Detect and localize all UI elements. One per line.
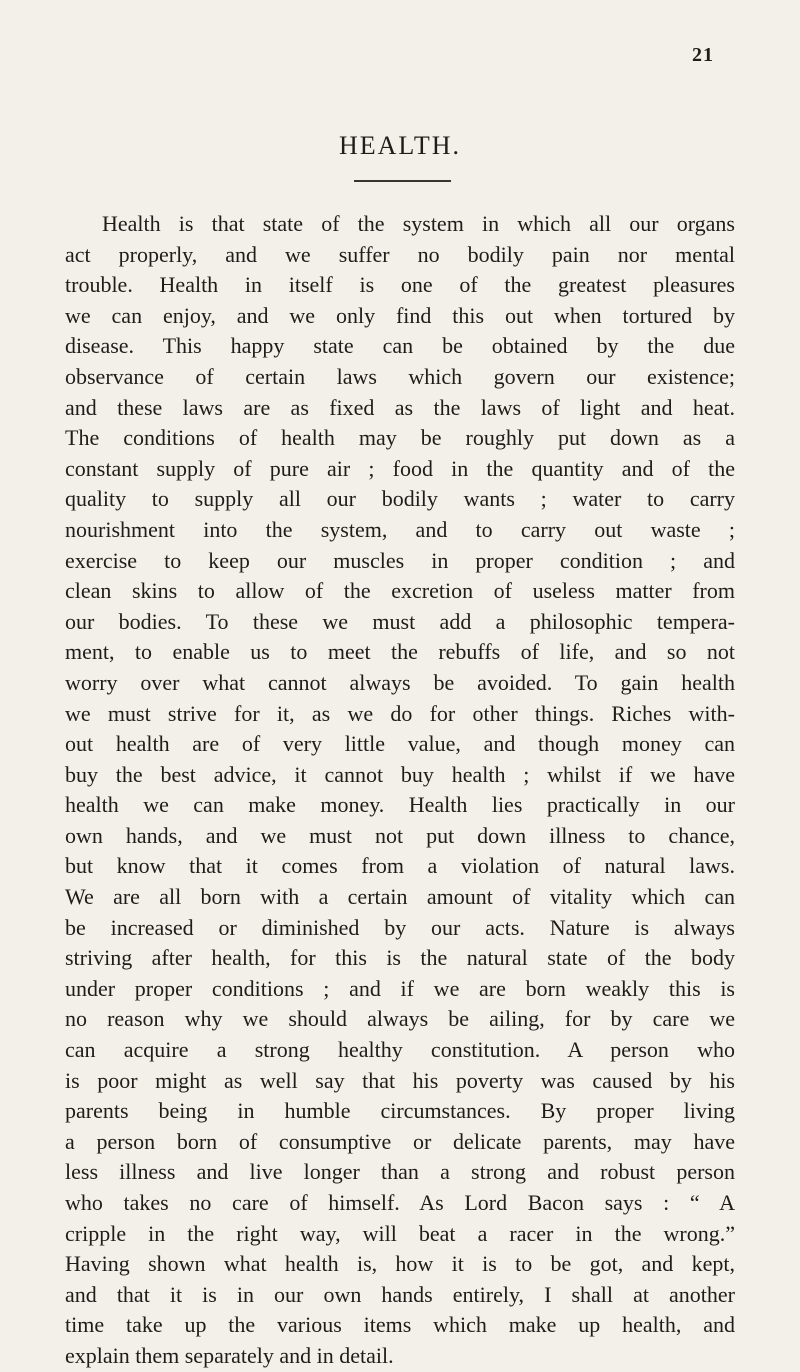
text-line: health we can make money. Health lies practically in our xyxy=(65,792,735,818)
text-line: exercise to keep our muscles in proper condition ; and xyxy=(65,547,735,573)
text-line: Health is that state of the system in which all our organs xyxy=(102,211,735,236)
text-line: quality to supply all our bodily wants ; water to carry xyxy=(65,486,735,512)
chapter-title: HEALTH. xyxy=(338,131,462,161)
body-paragraph xyxy=(65,209,735,1372)
text-line: less illness and live longer than a strong and robust person xyxy=(65,1159,735,1185)
text-line: can acquire a strong healthy constitution. A person who xyxy=(65,1037,735,1063)
text-line: explain them separately and in detail. xyxy=(65,1342,394,1368)
text-line: Having shown what health is, how it is to be got, and kept, xyxy=(65,1251,735,1277)
text-line: observance of certain laws which govern our existence; xyxy=(65,363,735,389)
text-line: parents being in humble circumstances. By proper living xyxy=(65,1098,735,1124)
text-line: but know that it comes from a violation of natural laws. xyxy=(65,853,735,879)
text-line: and that it is in our own hands entirely, I shall at another xyxy=(65,1281,735,1307)
text-line: we can enjoy, and we only find this out when tortured by xyxy=(65,302,735,328)
text-line: The conditions of health may be roughly put down as a xyxy=(65,425,735,451)
text-line: We are all born with a certain amount of vitality which can xyxy=(65,884,735,910)
text-line: buy the best advice, it cannot buy health ; whilst if we have xyxy=(65,761,735,787)
text-line: ment, to enable us to meet the rebuffs of life, and so not xyxy=(65,639,735,665)
text-line: act properly, and we suffer no bodily pain nor mental xyxy=(65,241,735,267)
text-line: is poor might as well say that his poverty was caused by his xyxy=(65,1067,735,1093)
text-line: cripple in the right way, will beat a racer in the wrong.” xyxy=(65,1220,735,1246)
text-line: own hands, and we must not put down illness to chance, xyxy=(65,822,735,848)
text-line: disease. This happy state can be obtained by the due xyxy=(65,333,735,359)
title-divider xyxy=(354,180,451,182)
text-line: no reason why we should always be ailing, for by care we xyxy=(65,1006,735,1032)
text-line: under proper conditions ; and if we are born weakly this is xyxy=(65,975,735,1001)
text-line: and these laws are as fixed as the laws of light and heat. xyxy=(65,394,735,420)
text-line: striving after health, for this is the natural state of the body xyxy=(65,945,735,971)
text-line: nourishment into the system, and to carry out waste ; xyxy=(65,516,735,542)
text-line: worry over what cannot always be avoided. To gain health xyxy=(65,669,735,695)
text-line: time take up the various items which make up health, and xyxy=(65,1312,735,1338)
text-line: we must strive for it, as we do for other things. Riches with- xyxy=(65,700,735,726)
text-line: clean skins to allow of the excretion of useless matter from xyxy=(65,578,735,604)
text-line: be increased or diminished by our acts. Nature is always xyxy=(65,914,735,940)
text-line: a person born of consumptive or delicate parents, may have xyxy=(65,1128,735,1154)
text-line: trouble. Health in itself is one of the greatest pleasures xyxy=(65,272,735,298)
text-line: our bodies. To these we must add a philosophic tempera- xyxy=(65,608,735,634)
text-line: out health are of very little value, and though money can xyxy=(65,731,735,757)
page-number: 21 xyxy=(692,44,714,66)
text-line: constant supply of pure air ; food in the quantity and of the xyxy=(65,455,735,481)
text-line: who takes no care of himself. As Lord Bacon says : “ A xyxy=(65,1190,735,1215)
